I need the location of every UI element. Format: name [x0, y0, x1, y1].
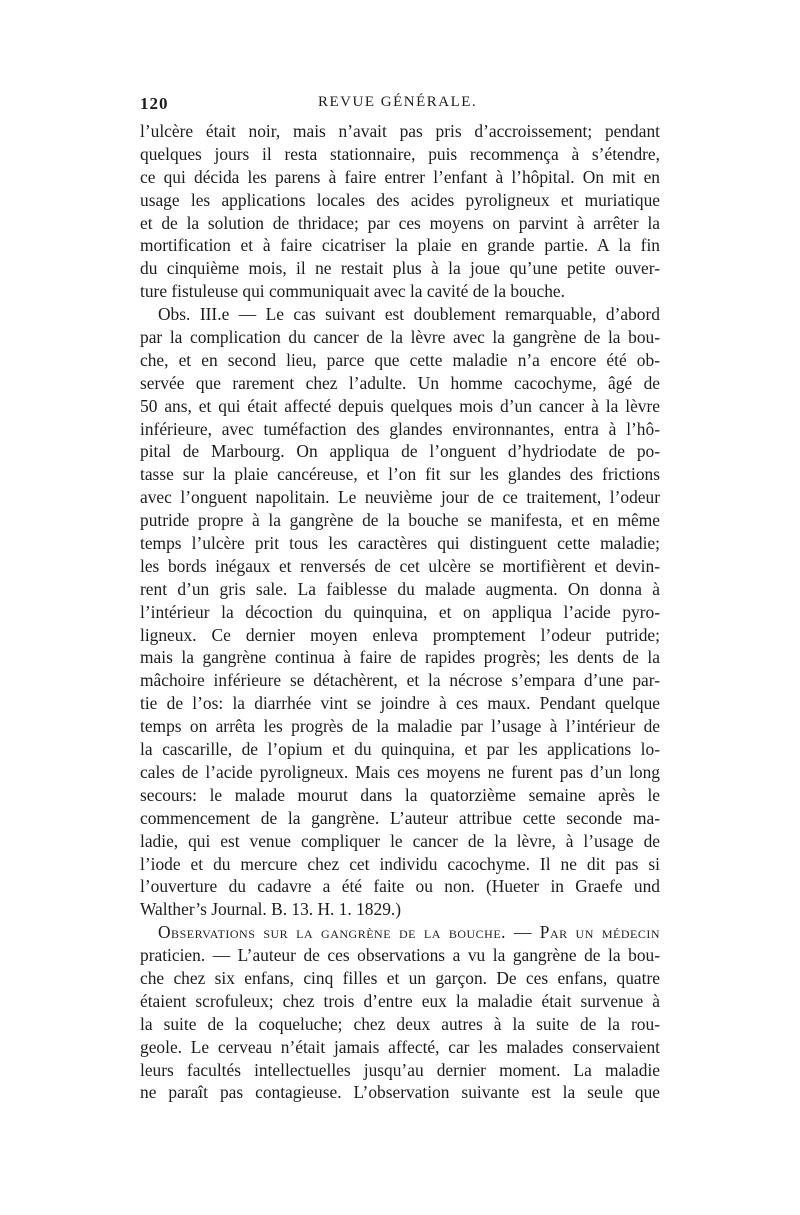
text-line: tasse sur la plaie cancéreuse, et l’on fit sur les glandes des frictions	[140, 464, 660, 485]
text-line: avec l’onguent napolitain. Le neuvième jour de ce traitement, l’odeur	[140, 487, 660, 508]
text-line: quelques jours il resta stationnaire, puis recommença à s’étendre,	[140, 143, 660, 164]
text-line: rent d’un gris sale. La faiblesse du malade augmenta. On donna à	[140, 578, 660, 599]
text-line: servée que rarement chez l’adulte. Un homme cacochyme, âgé de	[140, 372, 660, 393]
citation-line: Walther’s Journal. B. 13. H. 1. 1829.)	[140, 899, 402, 920]
text-line: usage les applications locales des acides pyroligneux et muriatique	[140, 189, 660, 210]
citation-line: l’ouverture du cadavre a été faite ou non. (Hueter in Graefe und	[140, 876, 660, 897]
text-line: 50 ans, et qui était affecté depuis quelques mois d’un cancer à la lèvre	[140, 395, 660, 416]
text-line: du cinquième mois, il ne restait plus à la joue qu’une petite ouver-	[140, 258, 660, 279]
text-line: commencement de la gangrène. L’auteur attribue cette seconde ma-	[140, 807, 660, 828]
text-line: ladie, qui est venue compliquer le cancer de la lèvre, à l’usage de	[140, 830, 660, 851]
text-line: temps on arrêta les progrès de la maladie par l’usage à l’intérieur de	[140, 716, 660, 737]
text-line: putride propre à la gangrène de la bouche se manifesta, et en même	[140, 510, 660, 531]
text-line: temps l’ulcère prit tous les caractères qui distinguent cette maladie;	[140, 533, 660, 554]
text-line: pital de Marbourg. On appliqua de l’onguent d’hydriodate de po-	[140, 441, 660, 462]
text-line: tie de l’os: la diarrhée vint se joindre à ces maux. Pendant quelque	[140, 693, 660, 714]
paragraph-start-obs-3: Obs. III.e — Le cas suivant est doublement remarquable, d’abord	[158, 304, 660, 325]
text-line: che chez six enfans, cinq filles et un garçon. De ces enfans, quatre	[140, 967, 660, 988]
text-line: ligneux. Ce dernier moyen enleva promptement l’odeur putride;	[140, 624, 660, 645]
text-line: leurs facultés intellectuelles jusqu’au dernier moment. La maladie	[140, 1059, 660, 1080]
text-line: secours: le malade mourut dans la quatorzième semaine après le	[140, 784, 660, 805]
document-page	[140, 90, 660, 1104]
text-line: inférieure, avec tuméfaction des glandes environnantes, entra à l’hô-	[140, 418, 660, 439]
text-line: ne paraît pas contagieuse. L’observation suivante est la seule que	[140, 1082, 660, 1103]
text-line: l’ulcère était noir, mais n’avait pas pris d’accroissement; pendant	[140, 121, 660, 141]
text-line: ture fistuleuse qui communiquait avec la cavité de la bouche.	[140, 281, 565, 302]
text-line: geole. Le cerveau n’était jamais affecté, car les malades conservaient	[140, 1036, 660, 1057]
page-number: 120	[140, 94, 169, 113]
text-line: la suite de la coqueluche; chez deux autres à la suite de la rou-	[140, 1013, 660, 1034]
text-line: l’intérieur la décoction du quinquina, et on appliqua l’acide pyro-	[140, 601, 660, 622]
text-line: et de la solution de thridace; par ces moyens on parvint à arrêter la	[140, 212, 660, 233]
text-line: par la complication du cancer de la lèvre avec la gangrène de la bou-	[140, 327, 660, 348]
body-text	[140, 120, 660, 1104]
text-line: ce qui décida les parens à faire entrer l’enfant à l’hôpital. On mit en	[140, 166, 660, 187]
text-line: étaient scrofuleux; chez trois d’entre eux la maladie était survenue à	[140, 990, 660, 1011]
text-line: cales de l’acide pyroligneux. Mais ces moyens ne furent pas d’un long	[140, 761, 660, 782]
text-line: mâchoire inférieure se détachèrent, et la nécrose s’empara d’une par-	[140, 670, 660, 691]
running-head	[140, 90, 660, 120]
text-line: mais la gangrène continua à faire de rapides progrès; les dents de la	[140, 647, 660, 668]
text-line: praticien. — L’auteur de ces observations a vu la gangrène de la bou-	[140, 945, 660, 966]
text-line: l’iode et du mercure chez cet individu cacochyme. Il ne dit pas si	[140, 853, 660, 874]
section-heading-line: Observations sur la gangrène de la bouche. — Par un médecin	[158, 922, 660, 943]
text-line: les bords inégaux et renversés de cet ulcère se mortifièrent et devin-	[140, 555, 660, 576]
text-line: che, et en second lieu, parce que cette maladie n’a encore été ob-	[140, 349, 660, 370]
running-title: REVUE GÉNÉRALE.	[318, 94, 478, 110]
text-line: la cascarille, de l’opium et du quinquina, et par les applications lo-	[140, 739, 660, 760]
text-line: mortification et à faire cicatriser la plaie en grande partie. A la fin	[140, 235, 660, 256]
